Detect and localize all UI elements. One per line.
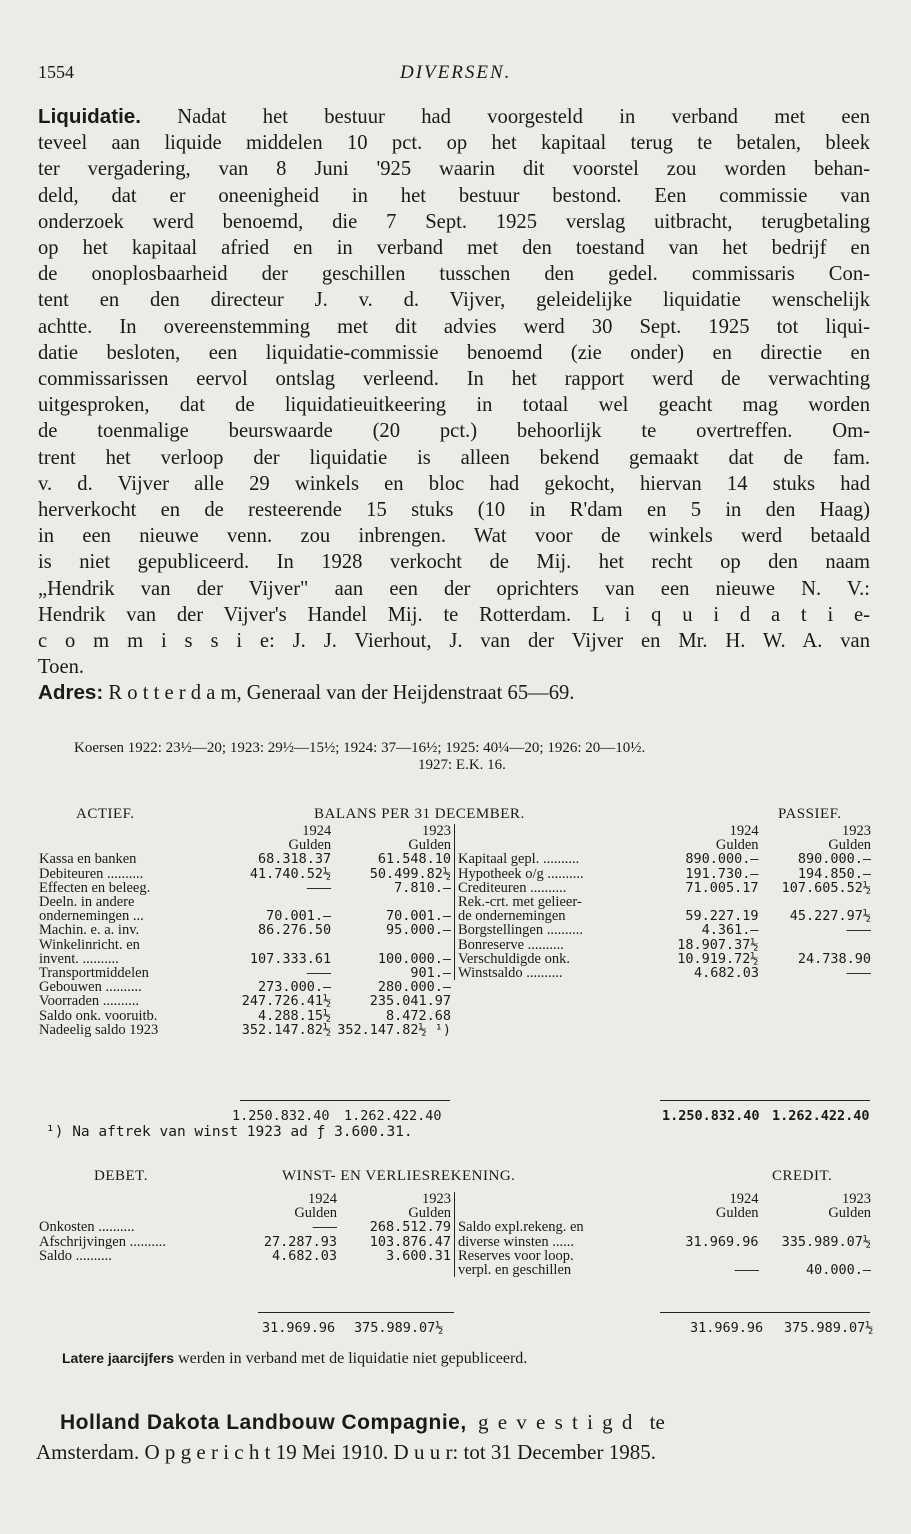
table-row bbox=[36, 1235, 454, 1249]
adres-text: R o t t e r d a m, Generaal van der Heijdenstraat 65—69. bbox=[108, 682, 575, 705]
value-1923: 890.000.— bbox=[797, 851, 871, 868]
holland-gevestigd: g e v e s t i g d bbox=[477, 1410, 635, 1434]
value-1924 bbox=[650, 895, 762, 909]
value-1924: 59.227.19 bbox=[685, 908, 759, 925]
liquidatie-heading: Liquidatie. bbox=[38, 105, 141, 128]
value-1924: 4.361.— bbox=[701, 922, 759, 939]
value-1923 bbox=[762, 1220, 874, 1234]
paragraph-line: onderzoek werd benoemd, die 7 Sept. 1925 verslag uitbracht, terugbetaling bbox=[38, 210, 870, 233]
table-row bbox=[455, 1235, 875, 1249]
year-header: 1923 bbox=[422, 1191, 451, 1207]
value-1923: 268.512.79 bbox=[369, 1219, 451, 1236]
table-row bbox=[455, 1263, 875, 1277]
table-row bbox=[455, 909, 875, 923]
paragraph-line: Nadat het bestuur had voorgesteld in verband met een bbox=[177, 106, 871, 128]
paragraph-line: datie besloten, een liquidatie-commissie benoemd (zie onder) en directie en bbox=[38, 341, 870, 364]
value-1923: 3.600.31 bbox=[385, 1247, 451, 1264]
page-title: DIVERSEN. bbox=[400, 62, 512, 83]
paragraph-line: in een nieuwe venn. zou inbrengen. Wat voor de winkels werd betaald bbox=[38, 525, 870, 548]
table-row bbox=[36, 994, 454, 1008]
row-label: Nadeelig saldo 1923 bbox=[39, 1021, 159, 1038]
year-header: 1923 bbox=[422, 823, 451, 839]
value-1924: 18.907.37½ bbox=[677, 936, 759, 953]
value-1923: 107.605.52½ bbox=[781, 879, 871, 896]
liquidatie-paragraph bbox=[38, 104, 870, 707]
value-1923: ——— bbox=[846, 965, 871, 982]
holland-heading-line bbox=[60, 1410, 665, 1435]
table-row bbox=[455, 881, 875, 895]
row-label: ondernemingen ... bbox=[39, 908, 144, 925]
table-row bbox=[36, 1249, 454, 1263]
row-label: Crediteuren .......... bbox=[455, 881, 651, 895]
winst-debet-table bbox=[36, 1192, 454, 1263]
row-label: Gebouwen .......... bbox=[39, 979, 142, 996]
table-row bbox=[455, 966, 875, 980]
value-1924: 4.682.03 bbox=[694, 965, 760, 982]
paragraph-line: tent en den directeur J. v. d. Vijver, geleidelijke liquidatie wenschelijk bbox=[38, 289, 870, 312]
value-1923 bbox=[334, 895, 454, 909]
paragraph-line: trent het verloop der liquidatie is alleen bekend gemaakt dat de fam. bbox=[38, 446, 870, 469]
page-number: 1554 bbox=[38, 62, 74, 82]
row-label: verpl. en geschillen bbox=[455, 1263, 651, 1277]
year-header: 1924 bbox=[729, 823, 759, 839]
total-actief-1923: 1.262.422.40 bbox=[344, 1108, 442, 1124]
table-row bbox=[455, 1220, 875, 1234]
total-rule bbox=[660, 1312, 870, 1313]
unit-header: Gulden bbox=[294, 1205, 337, 1222]
row-label: Winkelinricht. en bbox=[39, 936, 140, 953]
value-1924: 27.287.93 bbox=[263, 1233, 337, 1250]
value-1923: 235.041.97 bbox=[369, 993, 451, 1010]
value-1923: 8.472.68 bbox=[385, 1007, 451, 1024]
value-1924: 352.147.82½ bbox=[241, 1021, 332, 1038]
koersen-line: 1927: E.K. 16. bbox=[418, 757, 506, 773]
value-1923 bbox=[762, 1249, 874, 1263]
row-label: Saldo .......... bbox=[39, 1247, 112, 1264]
value-1923: 70.001.— bbox=[385, 908, 451, 925]
row-label: Verschuldigde onk. bbox=[455, 952, 651, 966]
value-1923: 901.— bbox=[410, 965, 451, 982]
paragraph-line: uitgesproken, dat de liquidatieuitkeering in totaal wel geacht mag worden bbox=[38, 394, 870, 417]
value-1924: 71.005.17 bbox=[685, 879, 759, 896]
holland-te: te bbox=[649, 1410, 665, 1434]
value-1923: 40.000.— bbox=[805, 1262, 871, 1279]
row-label: Voorraden .......... bbox=[39, 993, 140, 1010]
paragraph-line: „Hendrik van der Vijver" aan een der oprichters van een nieuwe N. V.: bbox=[38, 577, 870, 600]
value-1923: 7.810.— bbox=[394, 879, 451, 896]
paragraph-line: v. d. Vijver alle 29 winkels en bloc had gekocht, hiervan 14 stuks had bbox=[38, 472, 870, 495]
total-credit-1923: 375.989.07½ bbox=[784, 1320, 874, 1336]
row-label: diverse winsten ...... bbox=[455, 1235, 651, 1249]
table-row bbox=[36, 1023, 454, 1037]
unit-header: Gulden bbox=[828, 1205, 871, 1222]
balans-passief-table bbox=[454, 824, 874, 980]
table-row bbox=[36, 895, 454, 909]
value-1924: ——— bbox=[312, 1219, 337, 1236]
paragraph-line: commissarissen eervol ontslag verleend. In het rapport werd de verwachting bbox=[38, 368, 870, 391]
row-label: Onkosten .......... bbox=[39, 1219, 135, 1236]
value-1923: ——— bbox=[846, 922, 871, 939]
row-label: Deeln. in andere bbox=[39, 894, 135, 911]
value-1923: 335.989.07½ bbox=[781, 1233, 871, 1250]
value-1923: 24.738.90 bbox=[797, 950, 871, 967]
table-row bbox=[36, 1009, 454, 1023]
paragraph-line: de toenmalige beurswaarde (20 pct.) behoorlijk te overtreffen. Om- bbox=[38, 420, 870, 443]
row-label: Saldo onk. vooruitb. bbox=[39, 1007, 158, 1024]
year-header: 1923 bbox=[842, 823, 871, 839]
row-label: Rek.-crt. met gelieer- bbox=[455, 895, 651, 909]
table-row bbox=[455, 1249, 875, 1263]
table-row bbox=[455, 952, 875, 966]
paragraph-line: de onoplosbaarheid der geschillen tusschen den gedel. commissaris Con- bbox=[38, 263, 870, 286]
paragraph-line: teveel aan liquide middelen 10 pct. op het kapitaal terug te betalen, bleek bbox=[38, 132, 870, 155]
paragraph-line: op het kapitaal afried en in verband met den toestand van het bedrijf en bbox=[38, 237, 870, 260]
winst-credit-table bbox=[454, 1192, 874, 1277]
value-1924: 107.333.61 bbox=[249, 950, 332, 967]
value-1923: 45.227.97½ bbox=[789, 908, 871, 925]
holland-line2: Amsterdam. O p g e r i c h t 19 Mei 1910. D u u r: tot 31 December 1985. bbox=[36, 1440, 656, 1464]
row-label: Bonreserve .......... bbox=[455, 938, 651, 952]
paragraph-line: Toen. bbox=[38, 656, 85, 679]
total-debet-1923: 375.989.07½ bbox=[354, 1320, 444, 1336]
paragraph-line: is niet gepubliceerd. In 1928 verkocht de Mij. het recht op den naam bbox=[38, 551, 870, 574]
value-1923: 352.147.82½ ¹) bbox=[337, 1021, 451, 1038]
paragraph-line: herverkocht en de resteerende 15 stuks (10 in R'dam en 5 in den Haag) bbox=[38, 499, 870, 522]
latere-heading: Latere jaarcijfers bbox=[62, 1350, 175, 1366]
row-label: Reserves voor loop. bbox=[455, 1249, 651, 1263]
balans-title: BALANS PER 31 DECEMBER. bbox=[314, 806, 525, 822]
table-row bbox=[455, 923, 875, 937]
row-label: Hypotheek o/g .......... bbox=[455, 867, 651, 881]
unit-header: Gulden bbox=[715, 1205, 759, 1222]
row-label: Winstsaldo .......... bbox=[455, 966, 651, 980]
table-row bbox=[455, 938, 875, 952]
table-row bbox=[455, 867, 875, 881]
holland-heading: Holland Dakota Landbouw Compagnie, bbox=[60, 1411, 467, 1434]
table-row bbox=[36, 952, 454, 966]
table-row bbox=[36, 1220, 454, 1234]
total-passief-1923: 1.262.422.40 bbox=[772, 1108, 870, 1124]
value-1924 bbox=[221, 938, 334, 952]
latere-text: werden in verband met de liquidatie niet gepubliceerd. bbox=[178, 1350, 528, 1367]
value-1924: 890.000.— bbox=[685, 851, 759, 868]
row-label: Effecten en beleeg. bbox=[39, 879, 151, 896]
table-row bbox=[36, 923, 454, 937]
value-1924: 247.726.41½ bbox=[241, 993, 332, 1010]
value-1923: 50.499.82½ bbox=[369, 865, 451, 882]
total-rule bbox=[240, 1100, 450, 1101]
year-header: 1924 bbox=[308, 1191, 337, 1207]
year-header: 1924 bbox=[302, 823, 332, 839]
value-1923: 103.876.47 bbox=[369, 1233, 451, 1250]
value-1923: 61.548.10 bbox=[377, 851, 451, 868]
value-1923 bbox=[762, 895, 874, 909]
balans-footnote: ¹) Na aftrek van winst 1923 ad ƒ 3.600.31. bbox=[46, 1124, 413, 1140]
row-label: invent. .......... bbox=[39, 950, 119, 967]
total-rule bbox=[258, 1312, 454, 1313]
value-1924 bbox=[650, 1220, 762, 1234]
unit-header: Gulden bbox=[408, 837, 451, 854]
value-1923: 194.850.— bbox=[797, 865, 871, 882]
balans-actief-table bbox=[36, 824, 454, 1037]
value-1924: ——— bbox=[734, 1262, 760, 1279]
value-1924: 191.730.— bbox=[685, 865, 759, 882]
unit-header: Gulden bbox=[715, 837, 759, 854]
row-label: Kapitaal gepl. .......... bbox=[455, 852, 651, 866]
winst-credit-title: CREDIT. bbox=[772, 1168, 833, 1184]
value-1924: ——— bbox=[306, 965, 332, 982]
paragraph-line: c o m m i s s i e: J. J. Vierhout, J. van der Vijver en Mr. H. W. A. van bbox=[38, 630, 870, 653]
total-rule bbox=[660, 1100, 870, 1101]
value-1924: 31.969.96 bbox=[685, 1233, 759, 1250]
paragraph-line: Hendrik van der Vijver's Handel Mij. te Rotterdam. L i q u i d a t i e- bbox=[38, 603, 870, 626]
value-1924: 41.740.52½ bbox=[249, 865, 332, 882]
table-row bbox=[36, 867, 454, 881]
unit-header: Gulden bbox=[408, 1205, 451, 1222]
row-label: Machin. e. a. inv. bbox=[39, 922, 140, 939]
value-1923: 100.000.— bbox=[377, 950, 451, 967]
value-1924: 68.318.37 bbox=[258, 851, 332, 868]
row-label: Kassa en banken bbox=[39, 851, 137, 868]
winst-title: WINST- EN VERLIESREKENING. bbox=[282, 1168, 516, 1184]
balans-passief-title: PASSIEF. bbox=[778, 806, 842, 822]
koersen-line: Koersen 1922: 23½—20; 1923: 29½—15½; 1924: 37—16½; 1925: 40¼—20; 1926: 20—10½. bbox=[74, 740, 646, 756]
row-label: de ondernemingen bbox=[455, 909, 651, 923]
row-label: Borgstellingen .......... bbox=[455, 923, 651, 937]
unit-header: Gulden bbox=[288, 837, 332, 854]
value-1924: 86.276.50 bbox=[258, 922, 332, 939]
year-header: 1924 bbox=[729, 1191, 759, 1207]
paragraph-line: achtte. In overeenstemming met dit advies werd 30 Sept. 1925 tot liqui- bbox=[38, 315, 870, 338]
row-label: Transportmiddelen bbox=[39, 965, 149, 982]
total-actief-1924: 1.250.832.40 bbox=[232, 1108, 330, 1124]
table-row bbox=[455, 852, 875, 866]
value-1924: 4.288.15½ bbox=[258, 1007, 332, 1024]
table-row bbox=[36, 966, 454, 980]
value-1923 bbox=[334, 938, 454, 952]
table-row bbox=[36, 881, 454, 895]
total-debet-1924: 31.969.96 bbox=[262, 1320, 336, 1336]
balans-actief-title: ACTIEF. bbox=[76, 806, 135, 822]
value-1923: 95.000.— bbox=[385, 922, 451, 939]
total-credit-1924: 31.969.96 bbox=[690, 1320, 764, 1336]
total-passief-1924: 1.250.832.40 bbox=[662, 1108, 760, 1124]
value-1924 bbox=[650, 1249, 762, 1263]
year-header: 1923 bbox=[842, 1191, 871, 1207]
value-1924: 273.000.— bbox=[258, 979, 332, 996]
latere-line bbox=[62, 1350, 527, 1368]
table-row bbox=[36, 909, 454, 923]
value-1924 bbox=[221, 895, 334, 909]
row-label: Afschrijvingen .......... bbox=[39, 1233, 166, 1250]
value-1924: 10.919.72½ bbox=[677, 950, 759, 967]
adres-label: Adres: bbox=[38, 681, 104, 705]
table-row bbox=[36, 938, 454, 952]
value-1923 bbox=[762, 938, 874, 952]
value-1923: 280.000.— bbox=[377, 979, 451, 996]
row-label: Saldo expl.rekeng. en bbox=[455, 1220, 651, 1234]
row-label: Debiteuren .......... bbox=[39, 865, 144, 882]
paragraph-line: deld, dat er oneenigheid in het bestuur bestond. Een commissie van bbox=[38, 184, 870, 207]
table-row bbox=[36, 852, 454, 866]
table-row bbox=[36, 980, 454, 994]
unit-header: Gulden bbox=[828, 837, 871, 854]
value-1924: ——— bbox=[306, 879, 332, 896]
value-1924: 70.001.— bbox=[266, 908, 332, 925]
winst-debet-title: DEBET. bbox=[94, 1168, 148, 1184]
value-1924: 4.682.03 bbox=[271, 1247, 337, 1264]
table-row bbox=[455, 895, 875, 909]
paragraph-line: ter vergadering, van 8 Juni '925 waarin dit voorstel zou worden behan- bbox=[38, 158, 870, 181]
